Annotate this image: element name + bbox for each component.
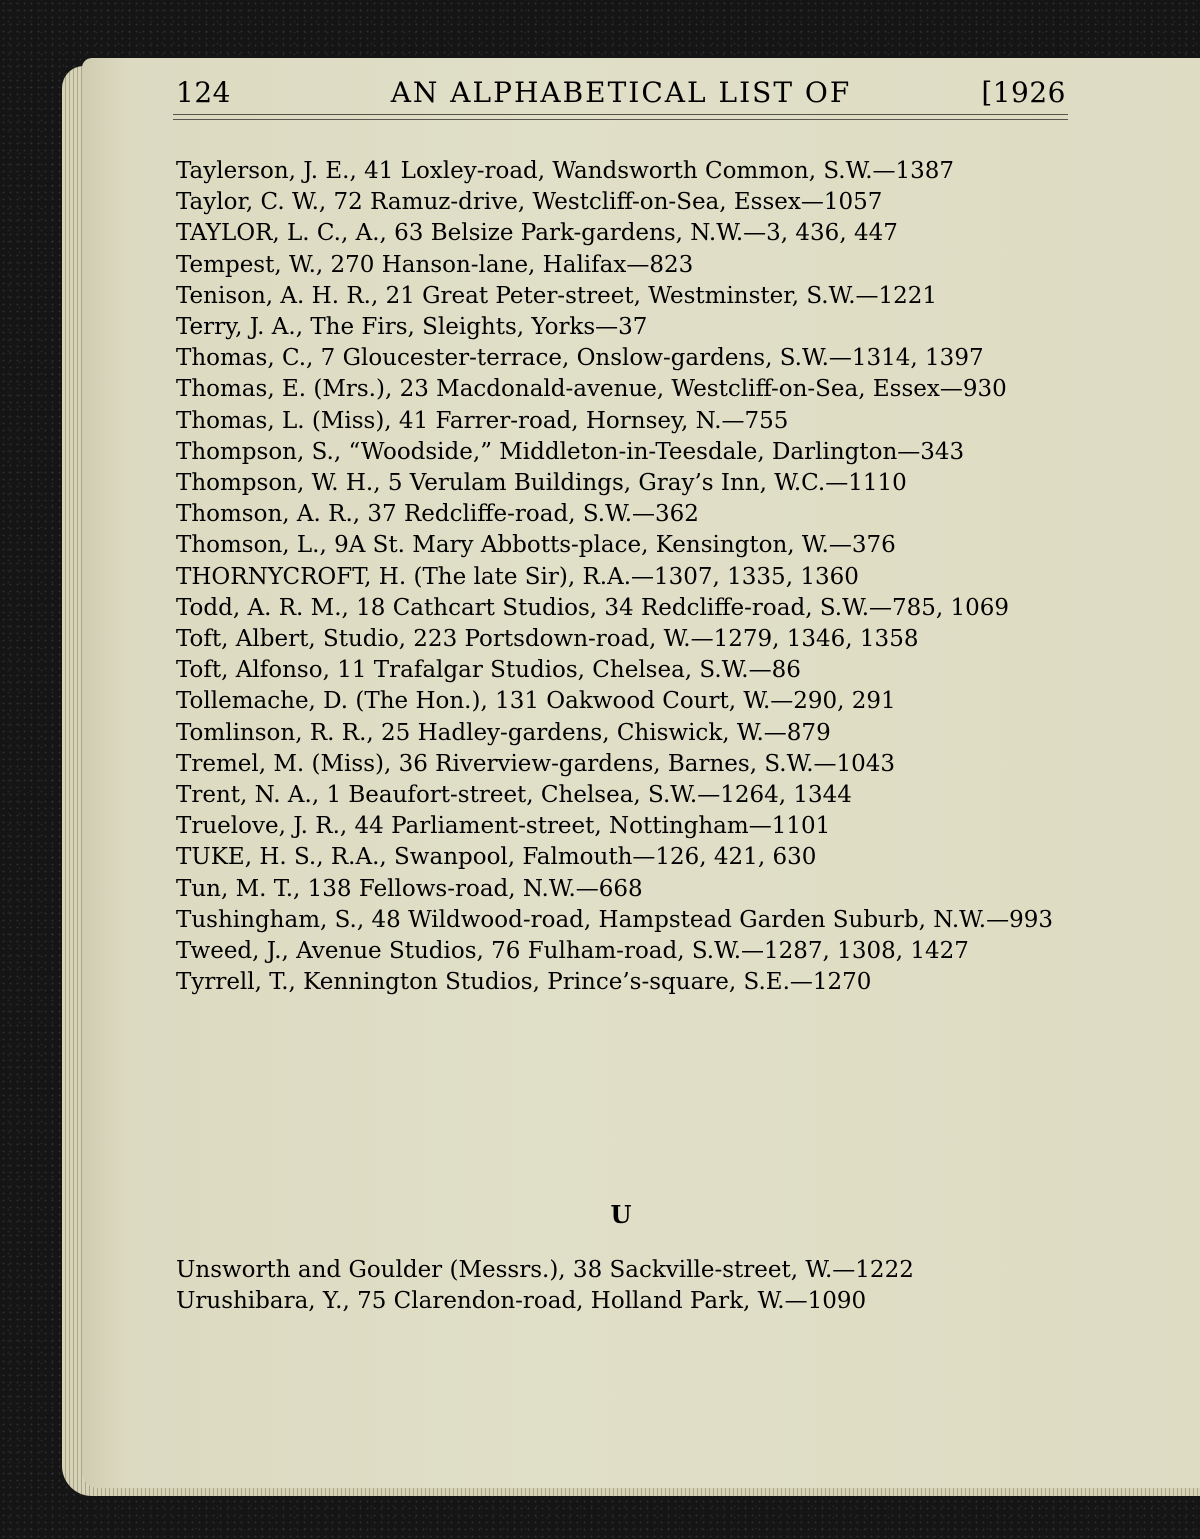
- list-item: Toft, Alfonso, 11 Trafalgar Studios, Chelsea, S.W.—86: [176, 657, 801, 684]
- list-item: Tenison, A. H. R., 21 Great Peter-street, Westminster, S.W.—1221: [176, 282, 938, 309]
- page-number: 124: [176, 76, 231, 109]
- list-item: Trent, N. A., 1 Beaufort-street, Chelsea, S.W.—1264, 1344: [176, 782, 852, 809]
- entry-list: [176, 156, 1066, 998]
- list-item: Tun, M. T., 138 Fellows-road, N.W.—668: [176, 875, 643, 902]
- list-item: Tomlinson, R. R., 25 Hadley-gardens, Chiswick, W.—879: [176, 719, 831, 746]
- list-item: Tweed, J., Avenue Studios, 76 Fulham-road, S.W.—1287, 1308, 1427: [176, 938, 969, 965]
- list-item: Toft, Albert, Studio, 223 Portsdown-road, W.—1279, 1346, 1358: [176, 626, 919, 653]
- list-item: Thompson, S., “Woodside,” Middleton-in-Teesdale, Darlington—343: [176, 438, 965, 465]
- list-item: Truelove, J. R., 44 Parliament-street, Nottingham—1101: [176, 813, 831, 840]
- list-item: Urushibara, Y., 75 Clarendon-road, Holland Park, W.—1090: [176, 1288, 867, 1315]
- list-item: Thomson, L., 9A St. Mary Abbotts-place, Kensington, W.—376: [176, 532, 896, 559]
- list-item: Terry, J. A., The Firs, Sleights, Yorks—37: [176, 314, 648, 341]
- section-heading-u: U: [610, 1200, 632, 1229]
- running-title: AN ALPHABETICAL LIST OF: [390, 76, 852, 109]
- list-item: THORNYCROFT, H. (The late Sir), R.A.—1307, 1335, 1360: [176, 563, 859, 590]
- list-item: Tushingham, S., 48 Wildwood-road, Hampstead Garden Suburb, N.W.—993: [176, 906, 1053, 933]
- list-item: Taylerson, J. E., 41 Loxley-road, Wandsworth Common, S.W.—1387: [176, 158, 955, 184]
- entry-list-u: [176, 1255, 1066, 1317]
- list-item: Todd, A. R. M., 18 Cathcart Studios, 34 Redcliffe-road, S.W.—785, 1069: [176, 594, 1010, 621]
- list-item: TUKE, H. S., R.A., Swanpool, Falmouth—126, 421, 630: [176, 844, 817, 871]
- list-item: Thomas, L. (Miss), 41 Farrer-road, Hornsey, N.—755: [176, 407, 789, 434]
- list-item: Tyrrell, T., Kennington Studios, Prince’s-square, S.E.—1270: [176, 969, 872, 996]
- list-item: Thomson, A. R., 37 Redcliffe-road, S.W.—362: [176, 501, 699, 528]
- list-item: Taylor, C. W., 72 Ramuz-drive, Westcliff-on-Sea, Essex—1057: [176, 189, 883, 216]
- list-item: Thomas, E. (Mrs.), 23 Macdonald-avenue, Westcliff-on-Sea, Essex—930: [176, 376, 1007, 403]
- header-year: [1926: [981, 76, 1066, 109]
- list-item: Tempest, W., 270 Hanson-lane, Halifax—823: [176, 251, 694, 278]
- list-item: Thompson, W. H., 5 Verulam Buildings, Gray’s Inn, W.C.—1110: [176, 470, 907, 497]
- running-header: [176, 76, 1066, 116]
- list-item: Tollemache, D. (The Hon.), 131 Oakwood Court, W.—290, 291: [176, 688, 896, 715]
- list-item: Tremel, M. (Miss), 36 Riverview-gardens, Barnes, S.W.—1043: [176, 750, 896, 777]
- header-rule: [173, 114, 1068, 120]
- list-item: Unsworth and Goulder (Messrs.), 38 Sackville-street, W.—1222: [176, 1257, 914, 1283]
- list-item: Thomas, C., 7 Gloucester-terrace, Onslow-gardens, S.W.—1314, 1397: [176, 345, 984, 372]
- list-item: TAYLOR, L. C., A., 63 Belsize Park-gardens, N.W.—3, 436, 447: [176, 220, 898, 247]
